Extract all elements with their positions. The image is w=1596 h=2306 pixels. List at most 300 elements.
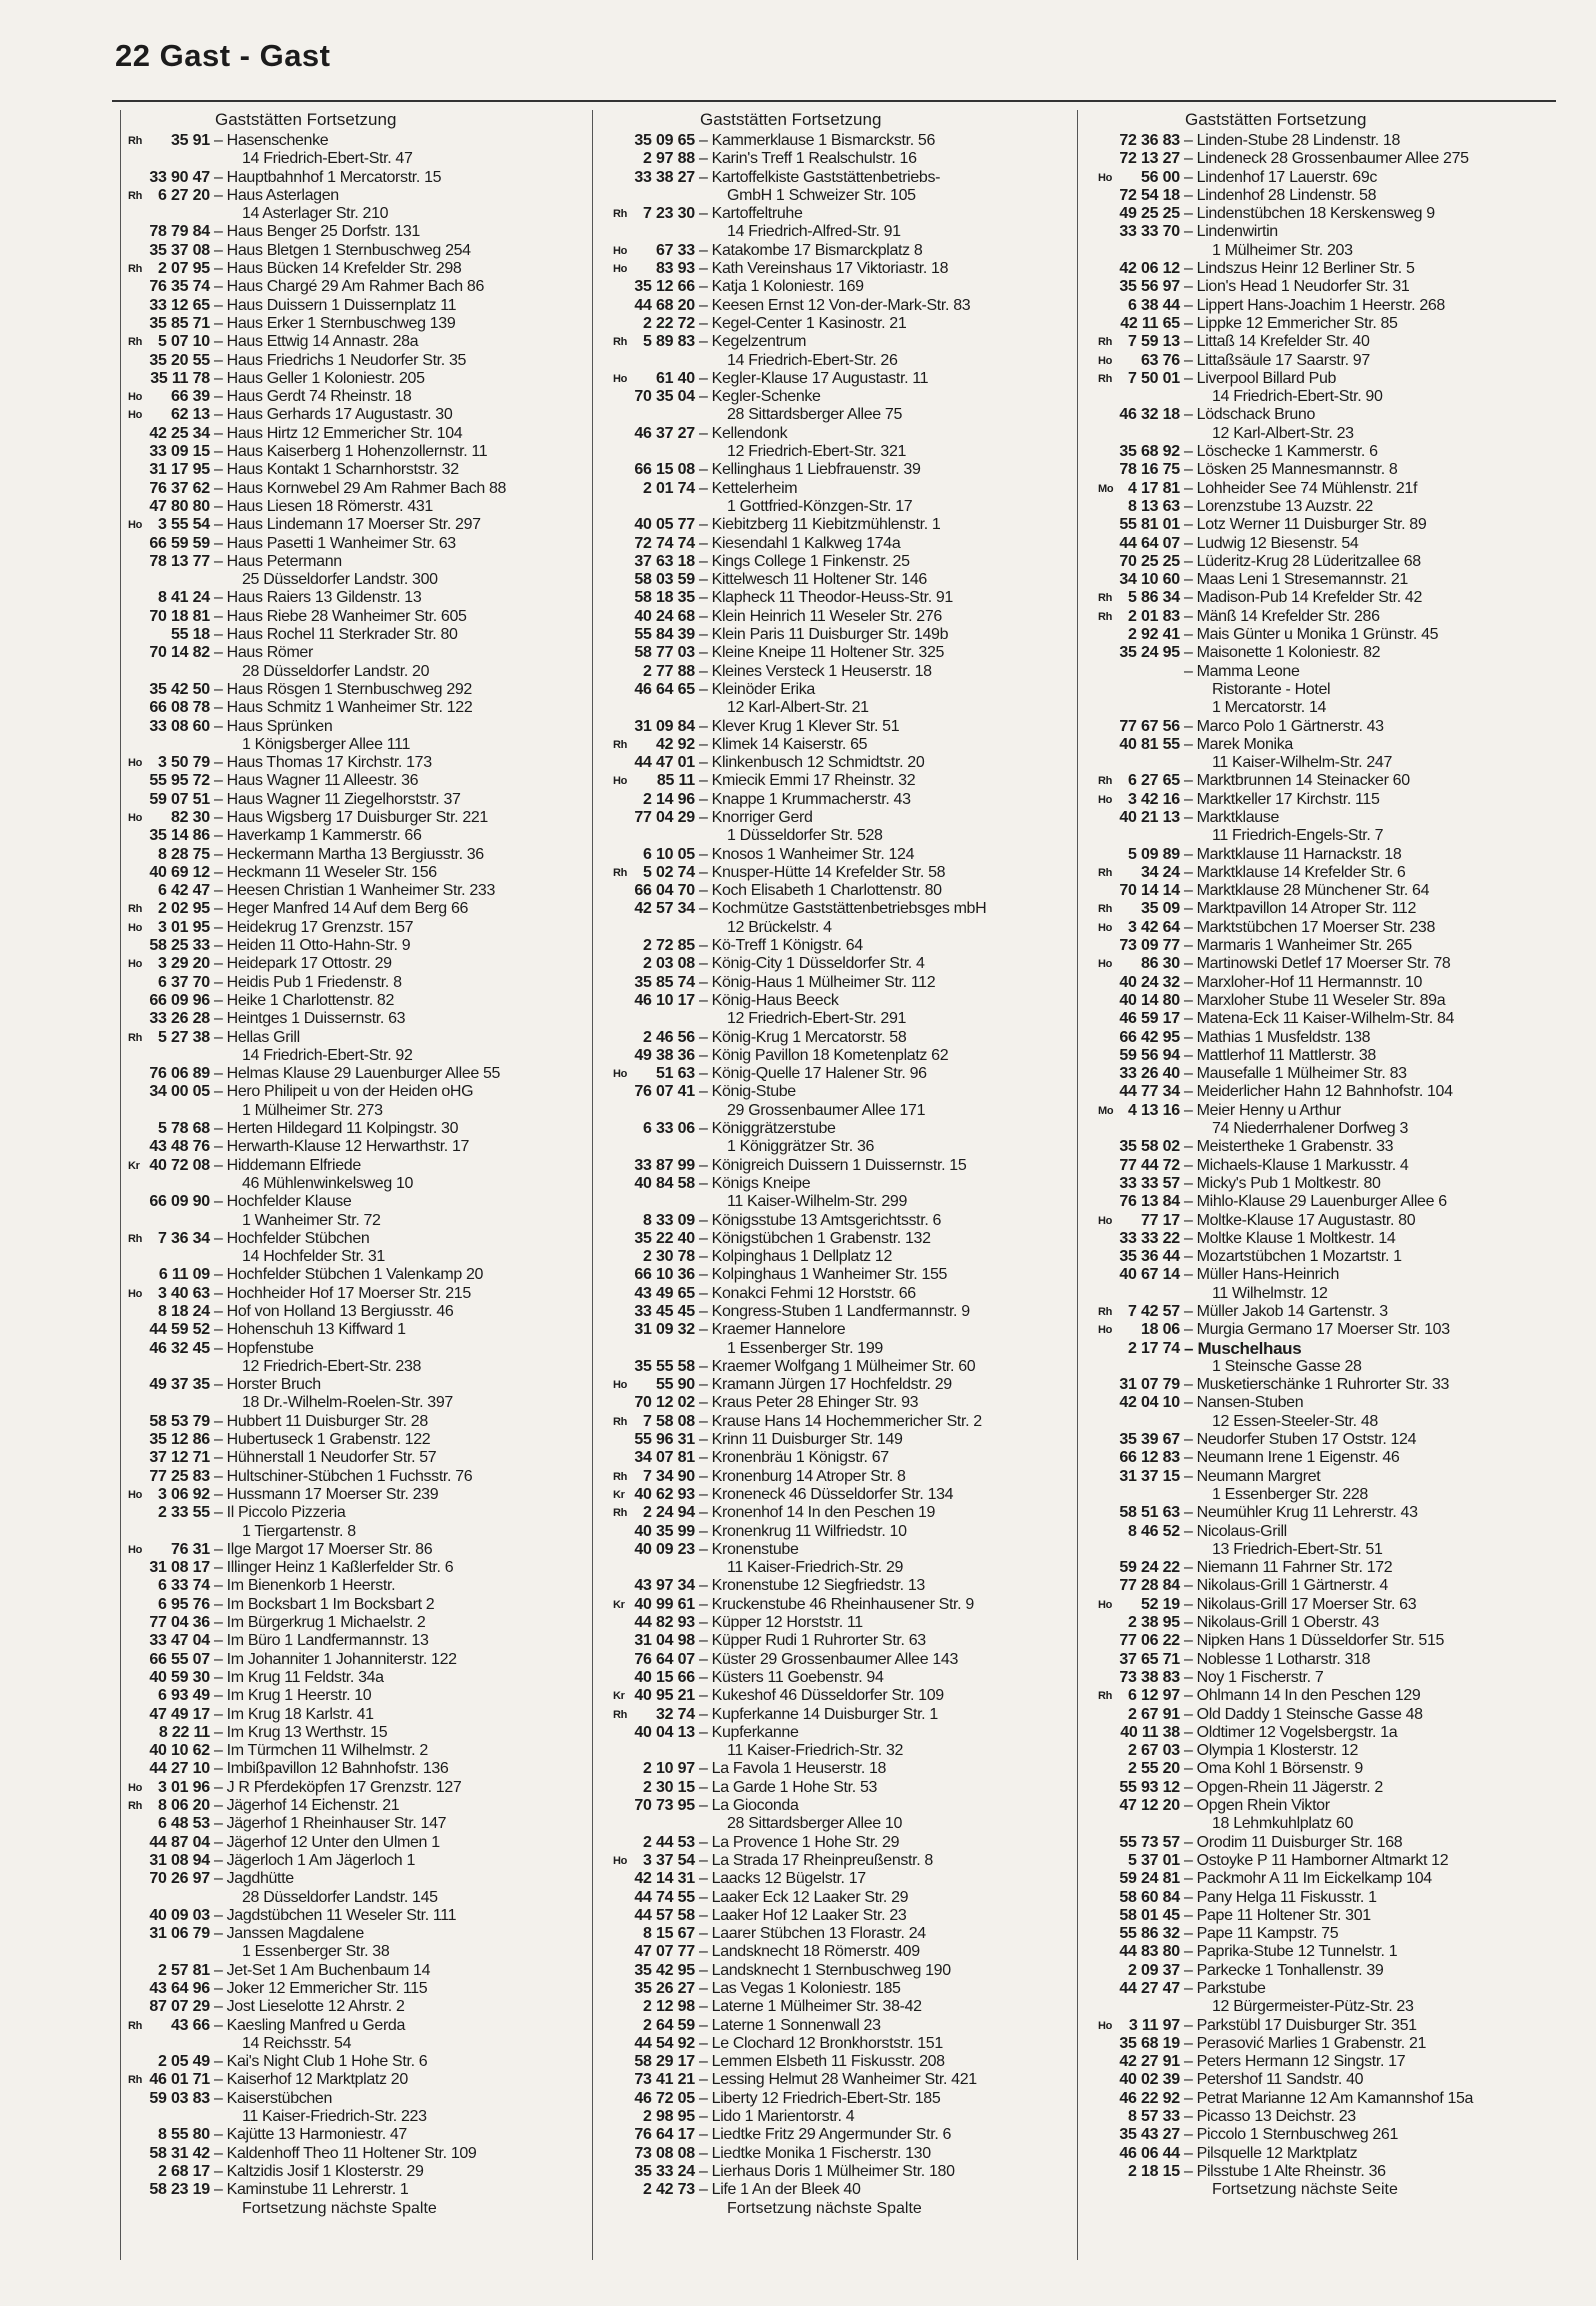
phone-number: 73 09 77	[1119, 937, 1180, 955]
phone-number: 6 42 47	[158, 882, 210, 900]
phone-number: 70 26 97	[149, 1870, 210, 1888]
phone-number: 7 58 08	[643, 1412, 695, 1430]
district-code: Rh	[613, 738, 627, 751]
listing-text: – Marktklause 28 Münchener Str. 64	[1184, 882, 1430, 900]
listing-text: – Müller Hans-Heinrich	[1184, 1266, 1340, 1284]
listing-text: – Las Vegas 1 Koloniestr. 185	[699, 1979, 901, 1997]
phone-number: 40 99 61	[634, 1595, 695, 1613]
phone-number: 7 36 34	[158, 1229, 210, 1247]
phone-number: 42 92	[655, 735, 695, 753]
phone-number: 5 02 74	[643, 863, 695, 881]
listing-row	[595, 498, 1065, 516]
listing-text: – Lösken 25 Mannesmannstr. 8	[1184, 461, 1398, 479]
listing-text: – Kittelwesch 11 Holtener Str. 146	[699, 571, 927, 589]
listing-row	[595, 809, 1065, 827]
listing-row	[110, 1925, 580, 1943]
phone-number: 40 62 93	[634, 1485, 695, 1503]
listing-row	[595, 589, 1065, 607]
district-code: Ho	[1098, 2019, 1112, 2032]
phone-number: 44 57 58	[634, 1906, 695, 1924]
listing-text: – Karin's Treff 1 Realschulstr. 16	[699, 150, 917, 168]
listing-row	[595, 223, 1065, 241]
phone-number: 3 06 92	[158, 1485, 210, 1503]
phone-number: 2 72 85	[643, 937, 695, 955]
phone-number: 2 17 74	[1128, 1339, 1180, 1357]
phone-number: 46 06 44	[1119, 2144, 1180, 2162]
phone-number: 37 12 71	[149, 1449, 210, 1467]
phone-number: 4 17 81	[1128, 479, 1180, 497]
phone-number: 44 74 55	[634, 1888, 695, 1906]
listing-row	[1080, 1724, 1560, 1742]
phone-number: 78 13 77	[149, 552, 210, 570]
district-code: Ho	[128, 757, 142, 770]
listing-row	[595, 1010, 1065, 1028]
listing-row	[1080, 1834, 1560, 1852]
phone-number: 70 73 95	[634, 1797, 695, 1815]
listing-text: 14 Friedrich-Ebert-Str. 92	[242, 1046, 413, 1064]
column-divider	[1077, 110, 1078, 2260]
listing-text: – Haus Lindemann 17 Moerser Str. 297	[214, 516, 481, 534]
district-code: Mo	[1098, 1104, 1114, 1117]
phone-number: 35 12 66	[634, 278, 695, 296]
district-code: Rh	[613, 1507, 627, 1520]
listing-text: 12 Essen-Steeler-Str. 48	[1212, 1412, 1378, 1430]
listing-text: – Marxloher Stube 11 Weseler Str. 89a	[1184, 991, 1446, 1009]
listing-column-3	[1080, 110, 1560, 2200]
listing-text: – Kruckenstube 46 Rheinhausener Str. 9	[699, 1595, 974, 1613]
listing-text: – Heckermann Martha 13 Bergiusstr. 36	[214, 845, 484, 863]
district-code: Ho	[613, 1854, 627, 1867]
listing-text: – Kiesendahl 1 Kalkweg 174a	[699, 534, 901, 552]
listing-row	[110, 1760, 580, 1778]
listing-text: – Neudorfer Stuben 17 Oststr. 124	[1184, 1431, 1417, 1449]
listing-text: – Jagdhütte	[214, 1870, 294, 1888]
phone-number: 31 08 17	[149, 1559, 210, 1577]
listing-text: – Pape 11 Holtener Str. 301	[1184, 1906, 1371, 1924]
district-code: Rh	[1098, 866, 1112, 879]
phone-number: 33 38 27	[634, 168, 695, 186]
listing-row	[110, 278, 580, 296]
listing-row	[595, 242, 1065, 260]
listing-row	[110, 2126, 580, 2144]
listing-text: – Nikolaus-Grill 17 Moerser Str. 63	[1184, 1595, 1417, 1613]
listing-text: 14 Friedrich-Ebert-Str. 90	[1212, 388, 1383, 406]
page-number: 22	[115, 38, 151, 73]
phone-number: 77 44 72	[1119, 1156, 1180, 1174]
listing-text: – Lippert Hans-Joachim 1 Heerstr. 268	[1184, 296, 1445, 314]
listing-row	[1080, 169, 1560, 187]
phone-number: 72 54 18	[1119, 186, 1180, 204]
listing-row	[110, 718, 580, 736]
listing-text: – Hochheider Hof 17 Moerser Str. 215	[214, 1284, 471, 1302]
listing-row	[1080, 2145, 1560, 2163]
phone-number: 72 13 27	[1119, 150, 1180, 168]
district-code: Kr	[613, 1690, 625, 1703]
listing-row	[1080, 1212, 1560, 1230]
listing-text: 14 Friedrich-Ebert-Str. 26	[727, 351, 898, 369]
listing-text: – Joker 12 Emmericher Str. 115	[214, 1979, 428, 1997]
listing-row	[595, 2181, 1065, 2199]
phone-number: 5 89 83	[643, 333, 695, 351]
listing-text: – Haus Chargé 29 Am Rahmer Bach 86	[214, 278, 485, 296]
listing-row	[1080, 1248, 1560, 1266]
listing-row	[110, 1687, 580, 1705]
listing-text: – Hultschiner-Stübchen 1 Fuchsstr. 76	[214, 1467, 473, 1485]
listing-text: – Im Krug 1 Heerstr. 10	[214, 1687, 372, 1705]
listing-text: – Laterne 1 Mülheimer Str. 38-42	[699, 1998, 922, 2016]
listing-text: – Mathias 1 Musfeldstr. 138	[1184, 1028, 1371, 1046]
phone-number: 6 33 74	[158, 1577, 210, 1595]
listing-text: – Micky's Pub 1 Moltkestr. 80	[1184, 1174, 1381, 1192]
listing-text: – Hussmann 17 Moerser Str. 239	[214, 1485, 439, 1503]
listing-row	[110, 1577, 580, 1595]
listing-text: – Parkstube	[1184, 1979, 1266, 1997]
listing-row	[595, 663, 1065, 681]
listing-text: – Oldtimer 12 Vogelsbergstr. 1a	[1184, 1723, 1398, 1741]
district-code: Ho	[128, 1287, 142, 1300]
listing-row	[1080, 1193, 1560, 1211]
phone-number: 35 12 86	[149, 1431, 210, 1449]
listing-text: – Krause Hans 14 Hochemmericher Str. 2	[699, 1412, 982, 1430]
listing-text: 25 Düsseldorfer Landstr. 300	[242, 571, 438, 589]
listing-row	[110, 1523, 580, 1541]
phone-number: 6 11 09	[158, 1266, 210, 1284]
listing-row	[110, 644, 580, 662]
listing-text: 1 Königsberger Allee 111	[242, 735, 411, 753]
district-code: Ho	[128, 1488, 142, 1501]
listing-row	[595, 1358, 1065, 1376]
listing-row	[1080, 955, 1560, 973]
district-code: Ho	[128, 1543, 142, 1556]
district-code: Rh	[128, 1031, 142, 1044]
listing-text: – Hühnerstall 1 Neudorfer Str. 57	[214, 1449, 437, 1467]
phone-number: 2 46 56	[643, 1028, 695, 1046]
listing-row	[595, 2017, 1065, 2035]
listing-text: – Laaker Hof 12 Laaker Str. 23	[699, 1906, 907, 1924]
phone-number: 77 28 84	[1119, 1577, 1180, 1595]
listing-row	[110, 681, 580, 699]
listing-row	[1080, 644, 1560, 662]
district-code: Rh	[1098, 1306, 1112, 1318]
district-code: Rh	[1098, 336, 1112, 349]
listing-text: – Hochfelder Stübchen	[214, 1229, 370, 1247]
listing-row	[595, 1102, 1065, 1120]
phone-number: 2 24 94	[643, 1504, 695, 1522]
listing-row	[1080, 2053, 1560, 2071]
listing-row	[110, 461, 580, 479]
listing-text: – Küster 29 Grossenbaumer Allee 143	[699, 1650, 959, 1668]
listing-text: – König Pavillon 18 Kometenplatz 62	[699, 1046, 949, 1064]
listing-row	[110, 571, 580, 589]
listing-text: – Laarer Stübchen 13 Florastr. 24	[699, 1925, 926, 1943]
listing-row	[595, 1834, 1065, 1852]
phone-number: 76 64 17	[634, 2126, 695, 2144]
listing-row	[110, 1065, 580, 1083]
listing-row	[595, 1559, 1065, 1577]
phone-number: 8 15 67	[643, 1925, 695, 1943]
listing-row	[1080, 352, 1560, 370]
listing-text: – Kolpinghaus 1 Dellplatz 12	[699, 1248, 893, 1266]
listing-text: – Murgia Germano 17 Moerser Str. 103	[1184, 1321, 1450, 1339]
listing-row	[595, 516, 1065, 534]
district-code: Rh	[613, 1415, 627, 1428]
listing-text: – Im Türmchen 11 Wilhelmstr. 2	[214, 1742, 428, 1760]
listing-text: – Moltke Klause 1 Moltkestr. 14	[1184, 1229, 1396, 1247]
listing-text: – Krinn 11 Duisburger Str. 149	[699, 1431, 903, 1449]
listing-row	[110, 809, 580, 827]
listing-row	[110, 333, 580, 351]
listing-row	[110, 1632, 580, 1650]
listing-row	[1080, 681, 1560, 699]
listing-row	[110, 242, 580, 260]
phone-number: 2 01 83	[1128, 607, 1180, 625]
phone-number: 34 24	[1140, 863, 1180, 881]
listing-row	[1080, 1321, 1560, 1339]
listing-text: – La Garde 1 Hohe Str. 53	[699, 1778, 878, 1796]
listing-text: – Linden-Stube 28 Lindenstr. 18	[1184, 132, 1400, 149]
phone-number: 42 27 91	[1119, 2053, 1180, 2071]
listing-row	[595, 681, 1065, 699]
phone-number: 55 96 31	[634, 1431, 695, 1449]
listing-text: – Hopfenstube	[214, 1339, 314, 1357]
phone-number: 40 11 38	[1120, 1723, 1180, 1741]
listing-row	[110, 1376, 580, 1394]
phone-number: 42 11 65	[1120, 314, 1180, 332]
district-code: Rh	[613, 336, 627, 349]
listing-text: – Herten Hildegard 11 Kolpingstr. 30	[214, 1120, 459, 1138]
listing-row	[110, 1083, 580, 1101]
listing-row	[1080, 1907, 1560, 1925]
listing-row	[595, 425, 1065, 443]
district-code: Rh	[128, 135, 142, 147]
listing-text: – Kronenstube	[699, 1540, 799, 1558]
listing-row	[595, 992, 1065, 1010]
listing-row	[1080, 297, 1560, 315]
listing-row	[595, 1212, 1065, 1230]
listing-text: – J R Pferdeköpfen 17 Grenzstr. 127	[214, 1778, 462, 1796]
listing-text: – Konakci Fehmi 12 Horststr. 66	[699, 1284, 916, 1302]
listing-row	[110, 1834, 580, 1852]
listing-row	[1080, 1010, 1560, 1028]
listing-text: 28 Düsseldorfer Landstr. 145	[242, 1888, 438, 1906]
listing-text: – Madison-Pub 14 Krefelder Str. 42	[1184, 589, 1423, 607]
listing-text: – Kraemer Hannelore	[699, 1321, 846, 1339]
phone-number: 40 72 08	[149, 1156, 210, 1174]
phone-number: 35 36 44	[1119, 1248, 1180, 1266]
phone-number: 3 42 16	[1128, 790, 1180, 808]
page-header	[115, 38, 331, 74]
listing-row	[1080, 1102, 1560, 1120]
listing-text: – Laaker Eck 12 Laaker Str. 29	[699, 1888, 909, 1906]
phone-number: 59 07 51	[149, 790, 210, 808]
listing-text: – Lindenstübchen 18 Kerskensweg 9	[1184, 205, 1435, 223]
phone-number: 2 02 95	[158, 900, 210, 918]
phone-number: 8 13 63	[1128, 497, 1180, 515]
listing-text: – Pilsstube 1 Alte Rheinstr. 36	[1184, 2162, 1386, 2180]
listing-text: – Kai's Night Club 1 Hohe Str. 6	[214, 2053, 428, 2071]
listing-row	[110, 132, 580, 150]
listing-text: – Haus Thomas 17 Kirchstr. 173	[214, 754, 432, 772]
phone-number: 2 01 74	[643, 479, 695, 497]
listing-text: – Im Krug 11 Feldstr. 34a	[214, 1668, 384, 1686]
phone-number: 8 33 09	[643, 1211, 695, 1229]
listing-text: – Knosos 1 Wanheimer Str. 124	[699, 845, 915, 863]
listing-row	[595, 2071, 1065, 2089]
listing-text: – Kaiserhof 12 Marktplatz 20	[214, 2071, 408, 2089]
listing-row	[595, 937, 1065, 955]
listing-text: – Pape 11 Kampstr. 75	[1184, 1925, 1339, 1943]
listing-column-1	[110, 110, 580, 2218]
district-code: Ho	[613, 372, 627, 385]
listing-text: – Im Büro 1 Landfermannstr. 13	[214, 1632, 429, 1650]
listing-text: – Haus Gerhards 17 Augustastr. 30	[214, 406, 453, 424]
listing-row	[595, 827, 1065, 845]
phone-number: 70 18 81	[149, 607, 210, 625]
phone-number: 76 64 07	[634, 1650, 695, 1668]
phone-number: 33 26 28	[149, 1010, 210, 1028]
phone-number: 31 07 79	[1119, 1376, 1180, 1394]
phone-number: 2 03 08	[643, 955, 695, 973]
listing-row	[1080, 1029, 1560, 1047]
listing-row	[595, 1651, 1065, 1669]
phone-number: 3 01 95	[158, 918, 210, 936]
listing-row	[595, 2163, 1065, 2181]
phone-number: 7 50 01	[1128, 369, 1180, 387]
phone-number: 46 32 45	[149, 1339, 210, 1357]
phone-number: 40 04 13	[634, 1723, 695, 1741]
listing-row	[110, 1010, 580, 1028]
phone-number: 47 12 20	[1119, 1797, 1180, 1815]
phone-number: 33 45 45	[634, 1303, 695, 1320]
listing-text: – Haverkamp 1 Kammerstr. 66	[214, 827, 422, 845]
phone-number: 8 06 20	[158, 1797, 210, 1815]
listing-row	[110, 406, 580, 424]
phone-number: 66 15 08	[634, 461, 695, 479]
column-caption: Gaststätten Fortsetzung	[700, 110, 882, 129]
phone-number: 40 10 62	[149, 1742, 210, 1760]
listing-text: – Lohheider See 74 Mühlenstr. 21f	[1184, 479, 1418, 497]
district-code: Rh	[128, 903, 142, 916]
listing-text: – Musketierschänke 1 Ruhrorter Str. 33	[1184, 1376, 1450, 1394]
phone-number: 55 84 39	[634, 626, 695, 644]
listing-row	[110, 1943, 580, 1961]
listing-row	[110, 1907, 580, 1925]
phone-number: 49 25 25	[1119, 205, 1180, 223]
phone-number: 31 08 94	[149, 1851, 210, 1869]
listing-row	[110, 955, 580, 973]
listing-row	[1080, 242, 1560, 260]
phone-number: 51 63	[655, 1065, 695, 1083]
listing-text: – Haus Liesen 18 Römerstr. 431	[214, 497, 433, 515]
district-code: Ho	[128, 391, 142, 404]
listing-row	[595, 1706, 1065, 1724]
listing-text: – Kath Vereinshaus 17 Viktoriastr. 18	[699, 260, 949, 278]
listing-row	[110, 1431, 580, 1449]
listing-text: 1 Mercatorstr. 14	[1212, 699, 1327, 717]
listing-row	[110, 260, 580, 278]
listing-text: – Marktklause	[1184, 808, 1280, 826]
listing-row	[595, 1504, 1065, 1522]
district-code: Ho	[1098, 1324, 1112, 1337]
listing-row	[110, 1742, 580, 1760]
listing-text: – Haus Schmitz 1 Wanheimer Str. 122	[214, 699, 473, 717]
listing-row	[1080, 1138, 1560, 1156]
listing-row	[110, 480, 580, 498]
phone-number: 55 81 01	[1119, 516, 1180, 534]
listing-text: – Neumann Irene 1 Eigenstr. 46	[1184, 1449, 1400, 1467]
phone-number: 77 17	[1140, 1211, 1180, 1229]
phone-number: 44 77 34	[1119, 1083, 1180, 1101]
listing-text: – Kraus Peter 28 Ehinger Str. 93	[699, 1394, 919, 1412]
listing-text: – Haus Wagner 11 Ziegelhorststr. 37	[214, 790, 461, 808]
listing-row	[1080, 1523, 1560, 1541]
listing-text: – Haus Wigsberg 17 Duisburger Str. 221	[214, 808, 488, 826]
listing-text: – Picasso 13 Deichstr. 23	[1184, 2108, 1356, 2126]
listing-row	[1080, 864, 1560, 882]
listing-row	[1080, 846, 1560, 864]
district-code: Ho	[613, 244, 627, 257]
listing-text: – Lion's Head 1 Neudorfer Str. 31	[1184, 278, 1410, 296]
listing-text: – Kroneneck 46 Düsseldorfer Str. 134	[699, 1485, 954, 1503]
listing-text: – Liedtke Monika 1 Fischerstr. 130	[699, 2144, 931, 2162]
listing-text: – Königreich Duissern 1 Duissernstr. 15	[699, 1156, 967, 1174]
listing-row	[595, 535, 1065, 553]
listing-text: – Marktpavillon 14 Atroper Str. 112	[1184, 900, 1417, 918]
column-caption: Gaststätten Fortsetzung	[1185, 110, 1367, 129]
listing-row	[1080, 1852, 1560, 1870]
listing-text: – Kö-Treff 1 Königstr. 64	[699, 937, 863, 955]
phone-number: 5 27 38	[158, 1028, 210, 1046]
listing-row	[595, 1779, 1065, 1797]
phone-number: 2 67 03	[1128, 1742, 1180, 1760]
phone-number: 2 07 95	[158, 260, 210, 278]
listing-text: – Kleines Versteck 1 Heuserstr. 18	[699, 662, 932, 680]
listing-row	[110, 1669, 580, 1687]
listing-text: 1 Mülheimer Str. 273	[242, 1101, 383, 1119]
listing-row	[595, 1175, 1065, 1193]
listing-row	[110, 2017, 580, 2035]
listing-row	[1080, 1065, 1560, 1083]
listing-row	[1080, 1047, 1560, 1065]
listing-text: – Mozartstübchen 1 Mozartstr. 1	[1184, 1248, 1402, 1266]
phone-number: 58 31 42	[149, 2144, 210, 2162]
listing-row	[110, 1120, 580, 1138]
listing-row	[1080, 1669, 1560, 1687]
listing-row	[1080, 1230, 1560, 1248]
listing-text: – Müller Jakob 14 Gartenstr. 3	[1184, 1303, 1388, 1320]
listing-text: – Haus Wagner 11 Alleestr. 36	[214, 772, 419, 790]
phone-number: 7 59 13	[1128, 333, 1180, 351]
phone-number: 35 33 24	[634, 2162, 695, 2180]
listing-row	[595, 1962, 1065, 1980]
listing-text: – Hochfelder Stübchen 1 Valenkamp 20	[214, 1266, 484, 1284]
listing-text: – Lido 1 Marientorstr. 4	[699, 2108, 855, 2126]
listing-row	[595, 1486, 1065, 1504]
phone-number: 2 42 73	[643, 2181, 695, 2199]
header-rule	[112, 100, 1556, 102]
phone-number: 66 09 90	[149, 1193, 210, 1211]
phone-number: 44 54 92	[634, 2034, 695, 2052]
phone-number: 8 41 24	[158, 589, 210, 607]
phone-number: 62 13	[170, 406, 210, 424]
phone-number: 44 27 10	[149, 1760, 210, 1778]
phone-number: 2 18 15	[1128, 2162, 1180, 2180]
phone-number: 33 87 99	[634, 1156, 695, 1174]
listing-row	[1080, 132, 1560, 150]
listing-text: – Küpper Rudi 1 Ruhrorter Str. 63	[699, 1632, 926, 1650]
phone-number: 58 23 19	[149, 2181, 210, 2199]
listing-row	[595, 1614, 1065, 1632]
